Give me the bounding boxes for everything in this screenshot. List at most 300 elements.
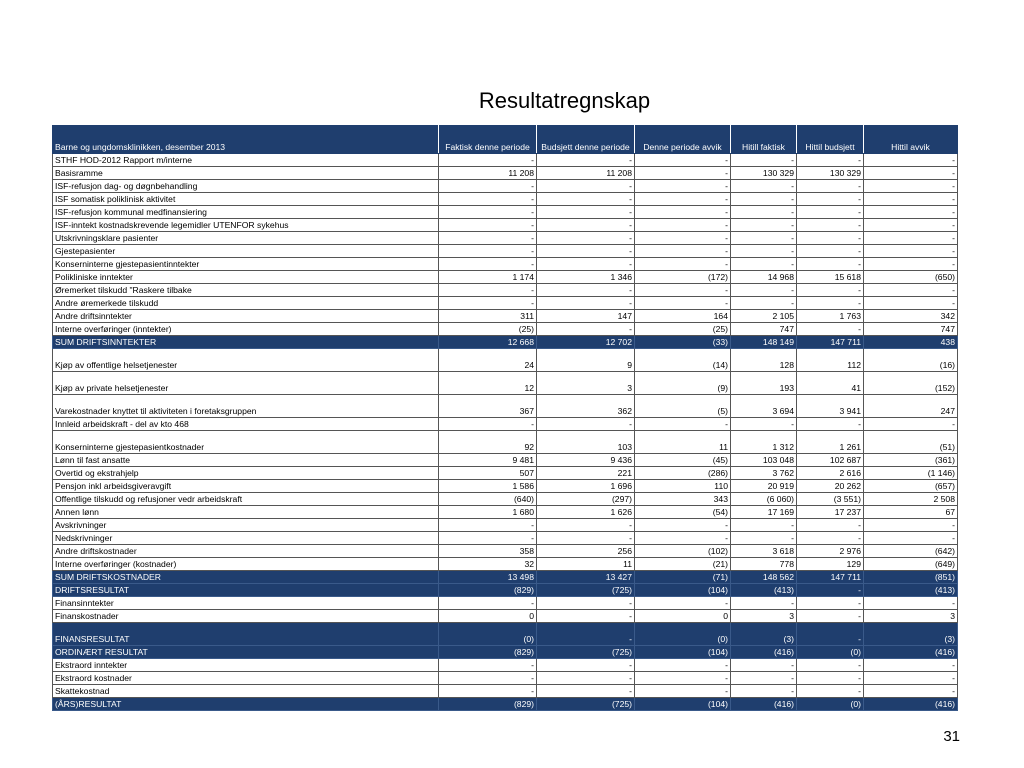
row-value: -	[731, 597, 797, 610]
row-label: SUM DRIFTSINNTEKTER	[53, 336, 439, 349]
table-row	[53, 467, 958, 480]
row-value: 164	[635, 310, 731, 323]
row-label: Lønn til fast ansatte	[53, 454, 439, 467]
row-value: 15 618	[797, 271, 864, 284]
row-value: (25)	[439, 323, 537, 336]
row-value: 9	[537, 349, 635, 372]
row-value: (0)	[635, 623, 731, 646]
row-value: -	[864, 297, 958, 310]
row-value: -	[635, 418, 731, 431]
row-value: -	[537, 219, 635, 232]
row-value: -	[731, 418, 797, 431]
row-value: -	[797, 584, 864, 597]
row-value: 311	[439, 310, 537, 323]
table-row	[53, 454, 958, 467]
row-label: Interne overføringer (inntekter)	[53, 323, 439, 336]
row-value: -	[537, 245, 635, 258]
row-value: 20 262	[797, 480, 864, 493]
row-value: 9 436	[537, 454, 635, 467]
row-value: (725)	[537, 698, 635, 711]
row-label: Konserninterne gjestepasientkostnader	[53, 431, 439, 454]
row-value: -	[797, 206, 864, 219]
table-row	[53, 672, 958, 685]
row-value: 0	[635, 610, 731, 623]
row-value: -	[731, 219, 797, 232]
table-row	[53, 154, 958, 167]
row-value: -	[864, 245, 958, 258]
row-value: (649)	[864, 558, 958, 571]
row-label: Andre driftsinntekter	[53, 310, 439, 323]
row-value: 3 694	[731, 395, 797, 418]
row-value: (413)	[731, 584, 797, 597]
row-label: ISF somatisk poliklinisk aktivitet	[53, 193, 439, 206]
row-label: Finansinntekter	[53, 597, 439, 610]
row-value: 1 312	[731, 431, 797, 454]
row-value: 507	[439, 467, 537, 480]
row-value: -	[797, 519, 864, 532]
row-value: 343	[635, 493, 731, 506]
page-number: 31	[943, 728, 960, 745]
row-value: (829)	[439, 698, 537, 711]
row-value: -	[439, 154, 537, 167]
row-label: Konserninterne gjestepasientinntekter	[53, 258, 439, 271]
row-value: -	[537, 297, 635, 310]
table-row	[53, 480, 958, 493]
row-value: -	[635, 232, 731, 245]
row-value: 12 668	[439, 336, 537, 349]
row-value: -	[439, 180, 537, 193]
row-value: 147 711	[797, 336, 864, 349]
row-value: -	[797, 623, 864, 646]
header-variance-ytd: Hittil avvik	[864, 126, 958, 154]
row-value: -	[439, 659, 537, 672]
row-value: -	[537, 180, 635, 193]
row-value: -	[537, 193, 635, 206]
row-value: (851)	[864, 571, 958, 584]
row-value: 1 763	[797, 310, 864, 323]
table-row	[53, 506, 958, 519]
row-value: -	[797, 418, 864, 431]
row-value: -	[537, 685, 635, 698]
row-value: (71)	[635, 571, 731, 584]
row-value: (0)	[439, 623, 537, 646]
row-value: (0)	[797, 646, 864, 659]
row-value: -	[797, 323, 864, 336]
row-value: 9 481	[439, 454, 537, 467]
row-value: -	[797, 672, 864, 685]
row-value: 103	[537, 431, 635, 454]
table-row	[53, 206, 958, 219]
row-value: 1 346	[537, 271, 635, 284]
row-value: -	[439, 232, 537, 245]
row-value: -	[439, 284, 537, 297]
row-value: -	[797, 232, 864, 245]
row-value: -	[635, 245, 731, 258]
row-label: ISF-refusjon dag- og døgnbehandling	[53, 180, 439, 193]
row-value: -	[439, 532, 537, 545]
row-value: 11 208	[439, 167, 537, 180]
row-value: (104)	[635, 584, 731, 597]
row-value: -	[864, 154, 958, 167]
row-value: -	[537, 532, 635, 545]
row-value: (172)	[635, 271, 731, 284]
table-row	[53, 623, 958, 646]
row-value: (51)	[864, 431, 958, 454]
header-variance-period: Denne periode avvik	[635, 126, 731, 154]
row-label: Andre driftskostnader	[53, 545, 439, 558]
row-value: (33)	[635, 336, 731, 349]
row-value: 778	[731, 558, 797, 571]
row-value: 3	[731, 610, 797, 623]
row-value: -	[797, 193, 864, 206]
row-value: -	[864, 193, 958, 206]
row-value: 32	[439, 558, 537, 571]
row-value: 24	[439, 349, 537, 372]
row-value: 2 508	[864, 493, 958, 506]
row-label: FINANSRESULTAT	[53, 623, 439, 646]
table-row	[53, 685, 958, 698]
row-label: Offentlige tilskudd og refusjoner vedr arbeidskraft	[53, 493, 439, 506]
row-value: (650)	[864, 271, 958, 284]
row-value: 2 616	[797, 467, 864, 480]
row-value: -	[731, 154, 797, 167]
row-value: (829)	[439, 584, 537, 597]
row-value: 11	[635, 431, 731, 454]
row-value: 102 687	[797, 454, 864, 467]
row-value: -	[439, 519, 537, 532]
header-actual-period: Faktisk denne periode	[439, 126, 537, 154]
row-value: -	[439, 672, 537, 685]
row-value: -	[731, 284, 797, 297]
table-row	[53, 372, 958, 395]
table-row	[53, 180, 958, 193]
row-label: Avskrivninger	[53, 519, 439, 532]
table-row	[53, 519, 958, 532]
row-value: -	[797, 245, 864, 258]
table-row	[53, 349, 958, 372]
row-value: -	[797, 284, 864, 297]
table-row	[53, 297, 958, 310]
row-value: (657)	[864, 480, 958, 493]
row-value: 12 702	[537, 336, 635, 349]
table-row	[53, 659, 958, 672]
row-value: -	[537, 154, 635, 167]
row-value: -	[635, 672, 731, 685]
row-value: -	[731, 685, 797, 698]
table-row	[53, 310, 958, 323]
table-row	[53, 219, 958, 232]
row-value: -	[635, 219, 731, 232]
row-value: 92	[439, 431, 537, 454]
row-value: -	[731, 672, 797, 685]
row-value: -	[537, 623, 635, 646]
row-value: (45)	[635, 454, 731, 467]
row-value: (9)	[635, 372, 731, 395]
row-label: ISF-inntekt kostnadskrevende legemidler UTENFOR sykehus	[53, 219, 439, 232]
row-value: -	[864, 597, 958, 610]
header-period-name: Barne og ungdomsklinikken, desember 2013	[53, 126, 439, 154]
row-value: -	[864, 519, 958, 532]
row-value: 12	[439, 372, 537, 395]
row-value: 247	[864, 395, 958, 418]
row-value: -	[797, 180, 864, 193]
row-value: -	[797, 258, 864, 271]
table-row	[53, 323, 958, 336]
row-value: -	[439, 597, 537, 610]
row-value: -	[537, 284, 635, 297]
row-value: -	[635, 519, 731, 532]
row-value: -	[537, 597, 635, 610]
row-value: -	[537, 258, 635, 271]
row-value: 13 427	[537, 571, 635, 584]
row-value: -	[864, 418, 958, 431]
table-row	[53, 245, 958, 258]
row-value: -	[635, 297, 731, 310]
row-value: 147 711	[797, 571, 864, 584]
row-value: 3	[537, 372, 635, 395]
row-value: -	[731, 206, 797, 219]
row-label: Varekostnader knyttet til aktiviteten i foretaksgruppen	[53, 395, 439, 418]
row-value: 2 976	[797, 545, 864, 558]
row-label: (ÅRS)RESULTAT	[53, 698, 439, 711]
row-value: (54)	[635, 506, 731, 519]
row-value: 342	[864, 310, 958, 323]
row-value: -	[635, 167, 731, 180]
table-row	[53, 571, 958, 584]
table-row	[53, 646, 958, 659]
row-value: 1 626	[537, 506, 635, 519]
row-value: 2 105	[731, 310, 797, 323]
row-value: -	[537, 610, 635, 623]
row-value: -	[797, 297, 864, 310]
row-value: (3)	[864, 623, 958, 646]
row-value: 3 618	[731, 545, 797, 558]
table-header-row	[53, 126, 958, 154]
row-label: ISF-refusjon kommunal medfinansiering	[53, 206, 439, 219]
row-value: -	[635, 685, 731, 698]
row-value: (642)	[864, 545, 958, 558]
row-value: -	[731, 659, 797, 672]
row-value: 3 941	[797, 395, 864, 418]
row-value: (152)	[864, 372, 958, 395]
row-value: 256	[537, 545, 635, 558]
row-label: Ekstraord kostnader	[53, 672, 439, 685]
row-value: -	[731, 258, 797, 271]
table-row	[53, 271, 958, 284]
row-value: 13 498	[439, 571, 537, 584]
row-value: 367	[439, 395, 537, 418]
table-row	[53, 258, 958, 271]
row-value: -	[864, 167, 958, 180]
row-label: SUM DRIFTSKOSTNADER	[53, 571, 439, 584]
row-value: -	[864, 659, 958, 672]
header-budget-period: Budsjett denne periode	[537, 126, 635, 154]
row-value: -	[864, 258, 958, 271]
row-value: (725)	[537, 646, 635, 659]
row-value: -	[537, 672, 635, 685]
row-value: 147	[537, 310, 635, 323]
table-row	[53, 284, 958, 297]
row-value: 148 149	[731, 336, 797, 349]
row-value: -	[864, 284, 958, 297]
row-value: 358	[439, 545, 537, 558]
row-label: Annen lønn	[53, 506, 439, 519]
table-row	[53, 698, 958, 711]
row-value: -	[439, 219, 537, 232]
row-value: 110	[635, 480, 731, 493]
row-value: -	[731, 245, 797, 258]
row-value: (829)	[439, 646, 537, 659]
row-value: (640)	[439, 493, 537, 506]
row-value: 148 562	[731, 571, 797, 584]
row-value: 67	[864, 506, 958, 519]
row-value: 438	[864, 336, 958, 349]
row-value: -	[731, 519, 797, 532]
row-value: -	[864, 219, 958, 232]
row-value: -	[439, 193, 537, 206]
row-value: 747	[864, 323, 958, 336]
row-value: 193	[731, 372, 797, 395]
table-row	[53, 431, 958, 454]
row-value: 362	[537, 395, 635, 418]
row-value: (16)	[864, 349, 958, 372]
row-value: -	[635, 532, 731, 545]
table-row	[53, 610, 958, 623]
row-value: 1 174	[439, 271, 537, 284]
row-value: -	[439, 418, 537, 431]
row-value: (297)	[537, 493, 635, 506]
row-value: 747	[731, 323, 797, 336]
table-body	[53, 154, 958, 711]
row-label: Finanskostnader	[53, 610, 439, 623]
row-label: Ekstraord inntekter	[53, 659, 439, 672]
row-value: 20 919	[731, 480, 797, 493]
row-value: 1 261	[797, 431, 864, 454]
row-value: (1 146)	[864, 467, 958, 480]
table-row	[53, 558, 958, 571]
row-value: 0	[439, 610, 537, 623]
row-value: -	[635, 206, 731, 219]
row-value: 17 237	[797, 506, 864, 519]
row-value: -	[439, 297, 537, 310]
row-label: Andre øremerkede tilskudd	[53, 297, 439, 310]
row-value: -	[797, 685, 864, 698]
row-value: 11 208	[537, 167, 635, 180]
table-row	[53, 395, 958, 418]
row-value: 17 169	[731, 506, 797, 519]
row-value: (21)	[635, 558, 731, 571]
row-label: Overtid og ekstrahjelp	[53, 467, 439, 480]
row-value: (5)	[635, 395, 731, 418]
row-label: Interne overføringer (kostnader)	[53, 558, 439, 571]
row-value: (6 060)	[731, 493, 797, 506]
row-label: STHF HOD-2012 Rapport m/interne	[53, 154, 439, 167]
row-label: Nedskrivninger	[53, 532, 439, 545]
row-value: -	[537, 206, 635, 219]
row-value: (104)	[635, 646, 731, 659]
header-actual-ytd: Hitill faktisk	[731, 126, 797, 154]
row-value: -	[864, 672, 958, 685]
row-value: -	[731, 232, 797, 245]
row-value: 129	[797, 558, 864, 571]
row-label: Basisramme	[53, 167, 439, 180]
row-value: -	[439, 685, 537, 698]
row-label: ORDINÆRT RESULTAT	[53, 646, 439, 659]
table-row	[53, 597, 958, 610]
row-value: (725)	[537, 584, 635, 597]
row-value: -	[439, 245, 537, 258]
row-value: -	[864, 180, 958, 193]
table-row	[53, 193, 958, 206]
row-value: -	[797, 659, 864, 672]
row-value: 41	[797, 372, 864, 395]
header-budget-ytd: Hittil budsjett	[797, 126, 864, 154]
row-value: -	[635, 659, 731, 672]
row-value: -	[731, 297, 797, 310]
row-value: -	[797, 532, 864, 545]
row-value: 3	[864, 610, 958, 623]
table-row	[53, 167, 958, 180]
row-value: 130 329	[797, 167, 864, 180]
row-value: -	[864, 232, 958, 245]
row-value: -	[797, 610, 864, 623]
row-value: -	[731, 193, 797, 206]
row-value: 14 968	[731, 271, 797, 284]
row-value: 221	[537, 467, 635, 480]
row-value: 1 696	[537, 480, 635, 493]
table-row	[53, 232, 958, 245]
row-value: 130 329	[731, 167, 797, 180]
row-value: -	[797, 219, 864, 232]
table-row	[53, 584, 958, 597]
row-value: 11	[537, 558, 635, 571]
row-value: 1 586	[439, 480, 537, 493]
table-row	[53, 493, 958, 506]
row-value: (3)	[731, 623, 797, 646]
row-value: -	[635, 258, 731, 271]
row-value: 128	[731, 349, 797, 372]
row-value: -	[439, 258, 537, 271]
row-label: Kjøp av offentlige helsetjenester	[53, 349, 439, 372]
row-value: -	[537, 418, 635, 431]
row-value: -	[635, 597, 731, 610]
row-value: (3 551)	[797, 493, 864, 506]
row-value: -	[731, 532, 797, 545]
row-value: (416)	[731, 698, 797, 711]
row-value: 1 680	[439, 506, 537, 519]
row-value: -	[797, 154, 864, 167]
row-value: (25)	[635, 323, 731, 336]
row-label: Pensjon inkl arbeidsgiveravgift	[53, 480, 439, 493]
table-row	[53, 532, 958, 545]
row-value: -	[797, 597, 864, 610]
row-value: 3 762	[731, 467, 797, 480]
row-label: DRIFTSRESULTAT	[53, 584, 439, 597]
row-value: -	[635, 180, 731, 193]
row-value: (102)	[635, 545, 731, 558]
row-label: Utskrivningsklare pasienter	[53, 232, 439, 245]
row-value: -	[635, 193, 731, 206]
income-statement-table	[52, 125, 958, 711]
row-value: -	[635, 284, 731, 297]
row-value: (361)	[864, 454, 958, 467]
row-label: Polikliniske inntekter	[53, 271, 439, 284]
row-label: Gjestepasienter	[53, 245, 439, 258]
row-value: (413)	[864, 584, 958, 597]
page-title: Resultatregnskap	[478, 88, 651, 113]
row-value: -	[864, 206, 958, 219]
row-label: Øremerket tilskudd "Raskere tilbake	[53, 284, 439, 297]
